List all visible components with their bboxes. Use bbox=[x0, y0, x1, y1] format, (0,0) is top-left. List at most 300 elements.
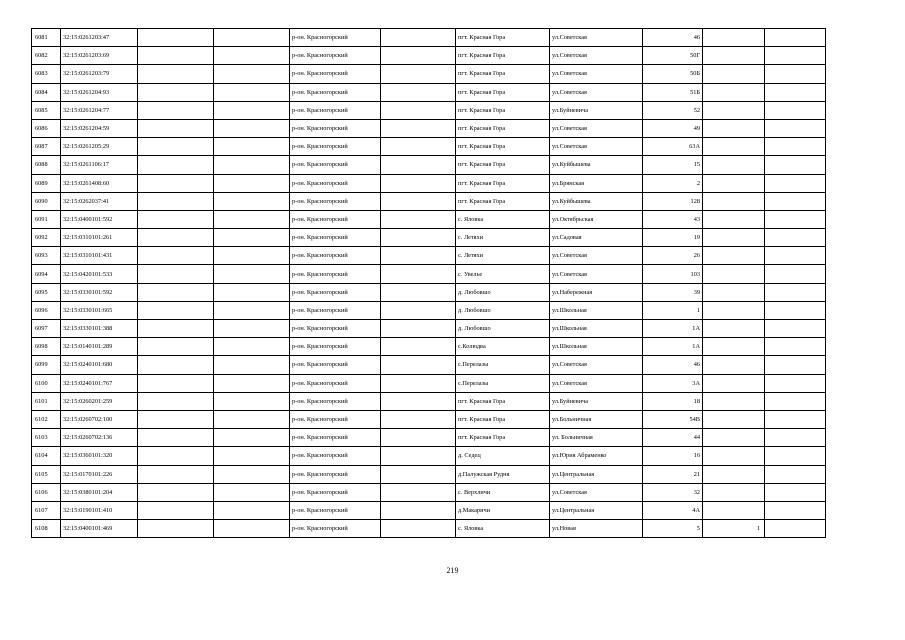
empty-cell bbox=[381, 320, 456, 338]
table-row bbox=[32, 65, 826, 83]
empty-cell bbox=[214, 374, 290, 392]
extra-value-cell bbox=[703, 301, 765, 319]
locality-cell: пгт. Красная Гора bbox=[456, 138, 550, 156]
empty-cell bbox=[138, 83, 214, 101]
table-row bbox=[32, 247, 826, 265]
table-row bbox=[32, 429, 826, 447]
house-number-cell: 50Б bbox=[643, 65, 703, 83]
empty-cell bbox=[214, 483, 290, 501]
district-cell: р-он. Красногорский bbox=[290, 338, 381, 356]
locality-cell: пгт. Красная Гора bbox=[456, 410, 550, 428]
house-number-cell: 1 bbox=[643, 301, 703, 319]
table-row bbox=[32, 301, 826, 319]
house-number-cell: 54В bbox=[643, 410, 703, 428]
row-number-cell: 6096 bbox=[32, 301, 61, 319]
cadastral-number-cell: 32:15:0360101:320 bbox=[61, 447, 138, 465]
empty-cell bbox=[138, 501, 214, 519]
table-row bbox=[32, 338, 826, 356]
street-cell: ул.Садовая bbox=[550, 229, 643, 247]
street-cell: ул.Куйбышева bbox=[550, 192, 643, 210]
empty-cell bbox=[381, 101, 456, 119]
extra-value-cell bbox=[703, 174, 765, 192]
row-number-cell: 6093 bbox=[32, 247, 61, 265]
empty-cell bbox=[765, 101, 826, 119]
empty-cell bbox=[765, 356, 826, 374]
empty-cell bbox=[765, 447, 826, 465]
empty-cell bbox=[765, 247, 826, 265]
row-number-cell: 6083 bbox=[32, 65, 61, 83]
house-number-cell: 43 bbox=[643, 210, 703, 228]
cadastral-number-cell: 32:15:0240101:767 bbox=[61, 374, 138, 392]
extra-value-cell bbox=[703, 320, 765, 338]
empty-cell bbox=[381, 501, 456, 519]
empty-cell bbox=[381, 229, 456, 247]
empty-cell bbox=[765, 483, 826, 501]
empty-cell bbox=[138, 429, 214, 447]
locality-cell: пгт. Красная Гора bbox=[456, 101, 550, 119]
empty-cell bbox=[138, 392, 214, 410]
house-number-cell: 1А bbox=[643, 320, 703, 338]
empty-cell bbox=[381, 338, 456, 356]
empty-cell bbox=[138, 356, 214, 374]
extra-value-cell bbox=[703, 247, 765, 265]
row-number-cell: 6086 bbox=[32, 119, 61, 137]
table-row bbox=[32, 47, 826, 65]
empty-cell bbox=[381, 119, 456, 137]
table-row bbox=[32, 101, 826, 119]
empty-cell bbox=[381, 410, 456, 428]
street-cell: ул.Советская bbox=[550, 83, 643, 101]
extra-value-cell bbox=[703, 29, 765, 47]
empty-cell bbox=[765, 301, 826, 319]
table-row bbox=[32, 119, 826, 137]
empty-cell bbox=[214, 338, 290, 356]
table-row bbox=[32, 156, 826, 174]
empty-cell bbox=[765, 265, 826, 283]
extra-value-cell bbox=[703, 501, 765, 519]
empty-cell bbox=[214, 320, 290, 338]
table-row bbox=[32, 174, 826, 192]
cadastral-number-cell: 32:15:0261203:47 bbox=[61, 29, 138, 47]
street-cell: ул.Советская bbox=[550, 65, 643, 83]
street-cell: ул.Набережная bbox=[550, 283, 643, 301]
table-row bbox=[32, 501, 826, 519]
district-cell: р-он. Красногорский bbox=[290, 47, 381, 65]
house-number-cell: 21 bbox=[643, 465, 703, 483]
street-cell: ул.Буйневича bbox=[550, 101, 643, 119]
district-cell: р-он. Красногорский bbox=[290, 356, 381, 374]
cadastral-number-cell: 32:15:0260702:100 bbox=[61, 410, 138, 428]
district-cell: р-он. Красногорский bbox=[290, 301, 381, 319]
district-cell: р-он. Красногорский bbox=[290, 192, 381, 210]
empty-cell bbox=[138, 29, 214, 47]
table-row bbox=[32, 465, 826, 483]
table-row bbox=[32, 192, 826, 210]
locality-cell: с.Перелазы bbox=[456, 374, 550, 392]
district-cell: р-он. Красногорский bbox=[290, 29, 381, 47]
empty-cell bbox=[381, 247, 456, 265]
extra-value-cell bbox=[703, 374, 765, 392]
table-row bbox=[32, 210, 826, 228]
cadastral-number-cell: 32:15:0420101:533 bbox=[61, 265, 138, 283]
row-number-cell: 6081 bbox=[32, 29, 61, 47]
empty-cell bbox=[765, 65, 826, 83]
empty-cell bbox=[214, 156, 290, 174]
house-number-cell: 46 bbox=[643, 356, 703, 374]
empty-cell bbox=[381, 483, 456, 501]
house-number-cell: 50Г bbox=[643, 47, 703, 65]
house-number-cell: 52 bbox=[643, 101, 703, 119]
row-number-cell: 6091 bbox=[32, 210, 61, 228]
empty-cell bbox=[381, 29, 456, 47]
extra-value-cell bbox=[703, 338, 765, 356]
empty-cell bbox=[381, 374, 456, 392]
page-number: 219 bbox=[446, 566, 459, 575]
extra-value-cell bbox=[703, 465, 765, 483]
street-cell: ул.Советская bbox=[550, 29, 643, 47]
extra-value-cell bbox=[703, 101, 765, 119]
empty-cell bbox=[381, 392, 456, 410]
empty-cell bbox=[381, 520, 456, 538]
extra-value-cell bbox=[703, 229, 765, 247]
empty-cell bbox=[138, 320, 214, 338]
empty-cell bbox=[214, 229, 290, 247]
locality-cell: пгт. Красная Гора bbox=[456, 156, 550, 174]
empty-cell bbox=[214, 174, 290, 192]
empty-cell bbox=[381, 265, 456, 283]
empty-cell bbox=[765, 156, 826, 174]
district-cell: р-он. Красногорский bbox=[290, 429, 381, 447]
locality-cell: с.Перелазы bbox=[456, 356, 550, 374]
district-cell: р-он. Красногорский bbox=[290, 83, 381, 101]
cadastral-number-cell: 32:15:0380101:204 bbox=[61, 483, 138, 501]
empty-cell bbox=[138, 247, 214, 265]
empty-cell bbox=[138, 47, 214, 65]
empty-cell bbox=[381, 301, 456, 319]
locality-cell: пгт. Красная Гора bbox=[456, 65, 550, 83]
house-number-cell: 103 bbox=[643, 265, 703, 283]
empty-cell bbox=[765, 192, 826, 210]
house-number-cell: 26 bbox=[643, 247, 703, 265]
empty-cell bbox=[765, 501, 826, 519]
house-number-cell: 44 bbox=[643, 429, 703, 447]
row-number-cell: 6094 bbox=[32, 265, 61, 283]
extra-value-cell bbox=[703, 483, 765, 501]
empty-cell bbox=[138, 174, 214, 192]
street-cell: ул.Советская bbox=[550, 119, 643, 137]
district-cell: р-он. Красногорский bbox=[290, 119, 381, 137]
locality-cell: д. Любовшо bbox=[456, 301, 550, 319]
empty-cell bbox=[214, 29, 290, 47]
empty-cell bbox=[381, 47, 456, 65]
cadastral-number-cell: 32:15:0261204:77 bbox=[61, 101, 138, 119]
row-number-cell: 6082 bbox=[32, 47, 61, 65]
cadastral-number-cell: 32:15:0260702:136 bbox=[61, 429, 138, 447]
district-cell: р-он. Красногорский bbox=[290, 229, 381, 247]
empty-cell bbox=[138, 156, 214, 174]
empty-cell bbox=[138, 210, 214, 228]
house-number-cell: 2 bbox=[643, 174, 703, 192]
table-row bbox=[32, 283, 826, 301]
empty-cell bbox=[214, 410, 290, 428]
empty-cell bbox=[214, 520, 290, 538]
street-cell: ул.Новая bbox=[550, 520, 643, 538]
empty-cell bbox=[765, 47, 826, 65]
house-number-cell: 18 bbox=[643, 392, 703, 410]
house-number-cell: 32 bbox=[643, 483, 703, 501]
row-number-cell: 6105 bbox=[32, 465, 61, 483]
empty-cell bbox=[381, 283, 456, 301]
empty-cell bbox=[138, 283, 214, 301]
empty-cell bbox=[138, 520, 214, 538]
district-cell: р-он. Красногорский bbox=[290, 65, 381, 83]
table-row bbox=[32, 520, 826, 538]
district-cell: р-он. Красногорский bbox=[290, 156, 381, 174]
extra-value-cell bbox=[703, 138, 765, 156]
empty-cell bbox=[214, 247, 290, 265]
extra-value-cell bbox=[703, 119, 765, 137]
cadastral-number-cell: 32:15:0330101:388 bbox=[61, 320, 138, 338]
table-row bbox=[32, 265, 826, 283]
empty-cell bbox=[381, 83, 456, 101]
locality-cell: д.Палужская Рудня bbox=[456, 465, 550, 483]
locality-cell: пгт. Красная Гора bbox=[456, 119, 550, 137]
street-cell: ул.Центральная bbox=[550, 501, 643, 519]
extra-value-cell: 1 bbox=[703, 520, 765, 538]
cadastral-number-cell: 32:15:0261204:93 bbox=[61, 83, 138, 101]
row-number-cell: 6098 bbox=[32, 338, 61, 356]
empty-cell bbox=[214, 501, 290, 519]
locality-cell: пгт. Красная Гора bbox=[456, 47, 550, 65]
empty-cell bbox=[214, 447, 290, 465]
table-row bbox=[32, 83, 826, 101]
empty-cell bbox=[214, 192, 290, 210]
empty-cell bbox=[765, 429, 826, 447]
cadastral-number-cell: 32:15:0170101:226 bbox=[61, 465, 138, 483]
extra-value-cell bbox=[703, 156, 765, 174]
cadastral-number-cell: 32:15:0310101:431 bbox=[61, 247, 138, 265]
empty-cell bbox=[214, 65, 290, 83]
empty-cell bbox=[214, 392, 290, 410]
table-row bbox=[32, 410, 826, 428]
district-cell: р-он. Красногорский bbox=[290, 320, 381, 338]
extra-value-cell bbox=[703, 356, 765, 374]
empty-cell bbox=[214, 47, 290, 65]
district-cell: р-он. Красногорский bbox=[290, 374, 381, 392]
empty-cell bbox=[765, 465, 826, 483]
locality-cell: с. Летяхи bbox=[456, 247, 550, 265]
extra-value-cell bbox=[703, 447, 765, 465]
extra-value-cell bbox=[703, 283, 765, 301]
empty-cell bbox=[381, 465, 456, 483]
empty-cell bbox=[138, 265, 214, 283]
street-cell: ул.Школьная bbox=[550, 320, 643, 338]
empty-cell bbox=[138, 229, 214, 247]
street-cell: ул.Школьная bbox=[550, 301, 643, 319]
row-number-cell: 6107 bbox=[32, 501, 61, 519]
locality-cell: с. Увелье bbox=[456, 265, 550, 283]
house-number-cell: 15 bbox=[643, 156, 703, 174]
extra-value-cell bbox=[703, 83, 765, 101]
empty-cell bbox=[765, 210, 826, 228]
locality-cell: пгт. Красная Гора bbox=[456, 429, 550, 447]
empty-cell bbox=[765, 138, 826, 156]
empty-cell bbox=[214, 356, 290, 374]
extra-value-cell bbox=[703, 392, 765, 410]
district-cell: р-он. Красногорский bbox=[290, 174, 381, 192]
locality-cell: с. Верхличи bbox=[456, 483, 550, 501]
table-row bbox=[32, 483, 826, 501]
street-cell: ул.Куйбышева bbox=[550, 156, 643, 174]
locality-cell: пгт. Красная Гора bbox=[456, 392, 550, 410]
district-cell: р-он. Красногорский bbox=[290, 483, 381, 501]
empty-cell bbox=[381, 447, 456, 465]
empty-cell bbox=[381, 192, 456, 210]
empty-cell bbox=[765, 83, 826, 101]
cadastral-number-cell: 32:15:0140101:289 bbox=[61, 338, 138, 356]
house-number-cell: 5 bbox=[643, 520, 703, 538]
locality-cell: пгт. Красная Гора bbox=[456, 83, 550, 101]
cadastral-number-cell: 32:15:0260201:259 bbox=[61, 392, 138, 410]
table-row bbox=[32, 447, 826, 465]
row-number-cell: 6085 bbox=[32, 101, 61, 119]
empty-cell bbox=[381, 65, 456, 83]
cadastral-number-cell: 32:15:0261203:79 bbox=[61, 65, 138, 83]
empty-cell bbox=[765, 174, 826, 192]
empty-cell bbox=[138, 374, 214, 392]
empty-cell bbox=[214, 301, 290, 319]
extra-value-cell bbox=[703, 429, 765, 447]
district-cell: р-он. Красногорский bbox=[290, 210, 381, 228]
locality-cell: д. Седец bbox=[456, 447, 550, 465]
table-row bbox=[32, 356, 826, 374]
empty-cell bbox=[765, 320, 826, 338]
row-number-cell: 6104 bbox=[32, 447, 61, 465]
house-number-cell: 39 bbox=[643, 283, 703, 301]
empty-cell bbox=[765, 229, 826, 247]
street-cell: ул.Юрия Абраменко bbox=[550, 447, 643, 465]
row-number-cell: 6097 bbox=[32, 320, 61, 338]
empty-cell bbox=[214, 138, 290, 156]
street-cell: ул.Советская bbox=[550, 356, 643, 374]
district-cell: р-он. Красногорский bbox=[290, 247, 381, 265]
cadastral-number-cell: 32:15:0261106:17 bbox=[61, 156, 138, 174]
table-row bbox=[32, 229, 826, 247]
extra-value-cell bbox=[703, 410, 765, 428]
empty-cell bbox=[214, 429, 290, 447]
cadastral-number-cell: 32:15:0400101:592 bbox=[61, 210, 138, 228]
cadastral-number-cell: 32:15:0261408:60 bbox=[61, 174, 138, 192]
empty-cell bbox=[381, 429, 456, 447]
district-cell: р-он. Красногорский bbox=[290, 520, 381, 538]
empty-cell bbox=[214, 101, 290, 119]
district-cell: р-он. Красногорский bbox=[290, 392, 381, 410]
empty-cell bbox=[214, 119, 290, 137]
street-cell: ул.Больничная bbox=[550, 410, 643, 428]
empty-cell bbox=[138, 338, 214, 356]
empty-cell bbox=[765, 374, 826, 392]
cadastral-number-cell: 32:15:0262037:41 bbox=[61, 192, 138, 210]
empty-cell bbox=[765, 119, 826, 137]
cadastral-number-cell: 32:15:0190101:410 bbox=[61, 501, 138, 519]
empty-cell bbox=[765, 283, 826, 301]
extra-value-cell bbox=[703, 192, 765, 210]
street-cell: ул.Советская bbox=[550, 374, 643, 392]
table-row bbox=[32, 392, 826, 410]
locality-cell: с. Яловка bbox=[456, 210, 550, 228]
empty-cell bbox=[765, 338, 826, 356]
row-number-cell: 6084 bbox=[32, 83, 61, 101]
table-body bbox=[32, 29, 826, 538]
district-cell: р-он. Красногорский bbox=[290, 138, 381, 156]
cadastral-number-cell: 32:15:0310101:261 bbox=[61, 229, 138, 247]
row-number-cell: 6090 bbox=[32, 192, 61, 210]
empty-cell bbox=[214, 265, 290, 283]
row-number-cell: 6108 bbox=[32, 520, 61, 538]
cadastral-number-cell: 32:15:0240101:680 bbox=[61, 356, 138, 374]
row-number-cell: 6095 bbox=[32, 283, 61, 301]
empty-cell bbox=[138, 301, 214, 319]
house-number-cell: 1А bbox=[643, 338, 703, 356]
cadastral-number-cell: 32:15:0261203:69 bbox=[61, 47, 138, 65]
extra-value-cell bbox=[703, 65, 765, 83]
empty-cell bbox=[214, 83, 290, 101]
cadastral-number-cell: 32:15:0330101:665 bbox=[61, 301, 138, 319]
empty-cell bbox=[381, 210, 456, 228]
table-row bbox=[32, 320, 826, 338]
empty-cell bbox=[214, 465, 290, 483]
street-cell: ул. Больничная bbox=[550, 429, 643, 447]
house-number-cell: 63А bbox=[643, 138, 703, 156]
district-cell: р-он. Красногорский bbox=[290, 501, 381, 519]
district-cell: р-он. Красногорский bbox=[290, 265, 381, 283]
cadastral-number-cell: 32:15:0400101:469 bbox=[61, 520, 138, 538]
street-cell: ул.Центральная bbox=[550, 465, 643, 483]
house-number-cell: 128 bbox=[643, 192, 703, 210]
house-number-cell: 4А bbox=[643, 501, 703, 519]
empty-cell bbox=[138, 138, 214, 156]
locality-cell: д. Любовшо bbox=[456, 320, 550, 338]
house-number-cell: 16 bbox=[643, 447, 703, 465]
cadastral-number-cell: 32:15:0330101:592 bbox=[61, 283, 138, 301]
empty-cell bbox=[765, 520, 826, 538]
house-number-cell: 46 bbox=[643, 29, 703, 47]
locality-cell: д.Макаричи bbox=[456, 501, 550, 519]
district-cell: р-он. Красногорский bbox=[290, 283, 381, 301]
row-number-cell: 6103 bbox=[32, 429, 61, 447]
empty-cell bbox=[765, 29, 826, 47]
empty-cell bbox=[138, 465, 214, 483]
locality-cell: с.Колюдва bbox=[456, 338, 550, 356]
row-number-cell: 6106 bbox=[32, 483, 61, 501]
locality-cell: пгт. Красная Гора bbox=[456, 192, 550, 210]
locality-cell: с. Яловка bbox=[456, 520, 550, 538]
locality-cell: с. Летяхи bbox=[456, 229, 550, 247]
extra-value-cell bbox=[703, 47, 765, 65]
house-number-cell: 3А bbox=[643, 374, 703, 392]
table-row bbox=[32, 138, 826, 156]
street-cell: ул.Советская bbox=[550, 483, 643, 501]
row-number-cell: 6092 bbox=[32, 229, 61, 247]
empty-cell bbox=[138, 65, 214, 83]
empty-cell bbox=[381, 356, 456, 374]
street-cell: ул.Советская bbox=[550, 247, 643, 265]
empty-cell bbox=[381, 174, 456, 192]
empty-cell bbox=[138, 447, 214, 465]
row-number-cell: 6100 bbox=[32, 374, 61, 392]
street-cell: ул.Советская bbox=[550, 47, 643, 65]
empty-cell bbox=[214, 283, 290, 301]
